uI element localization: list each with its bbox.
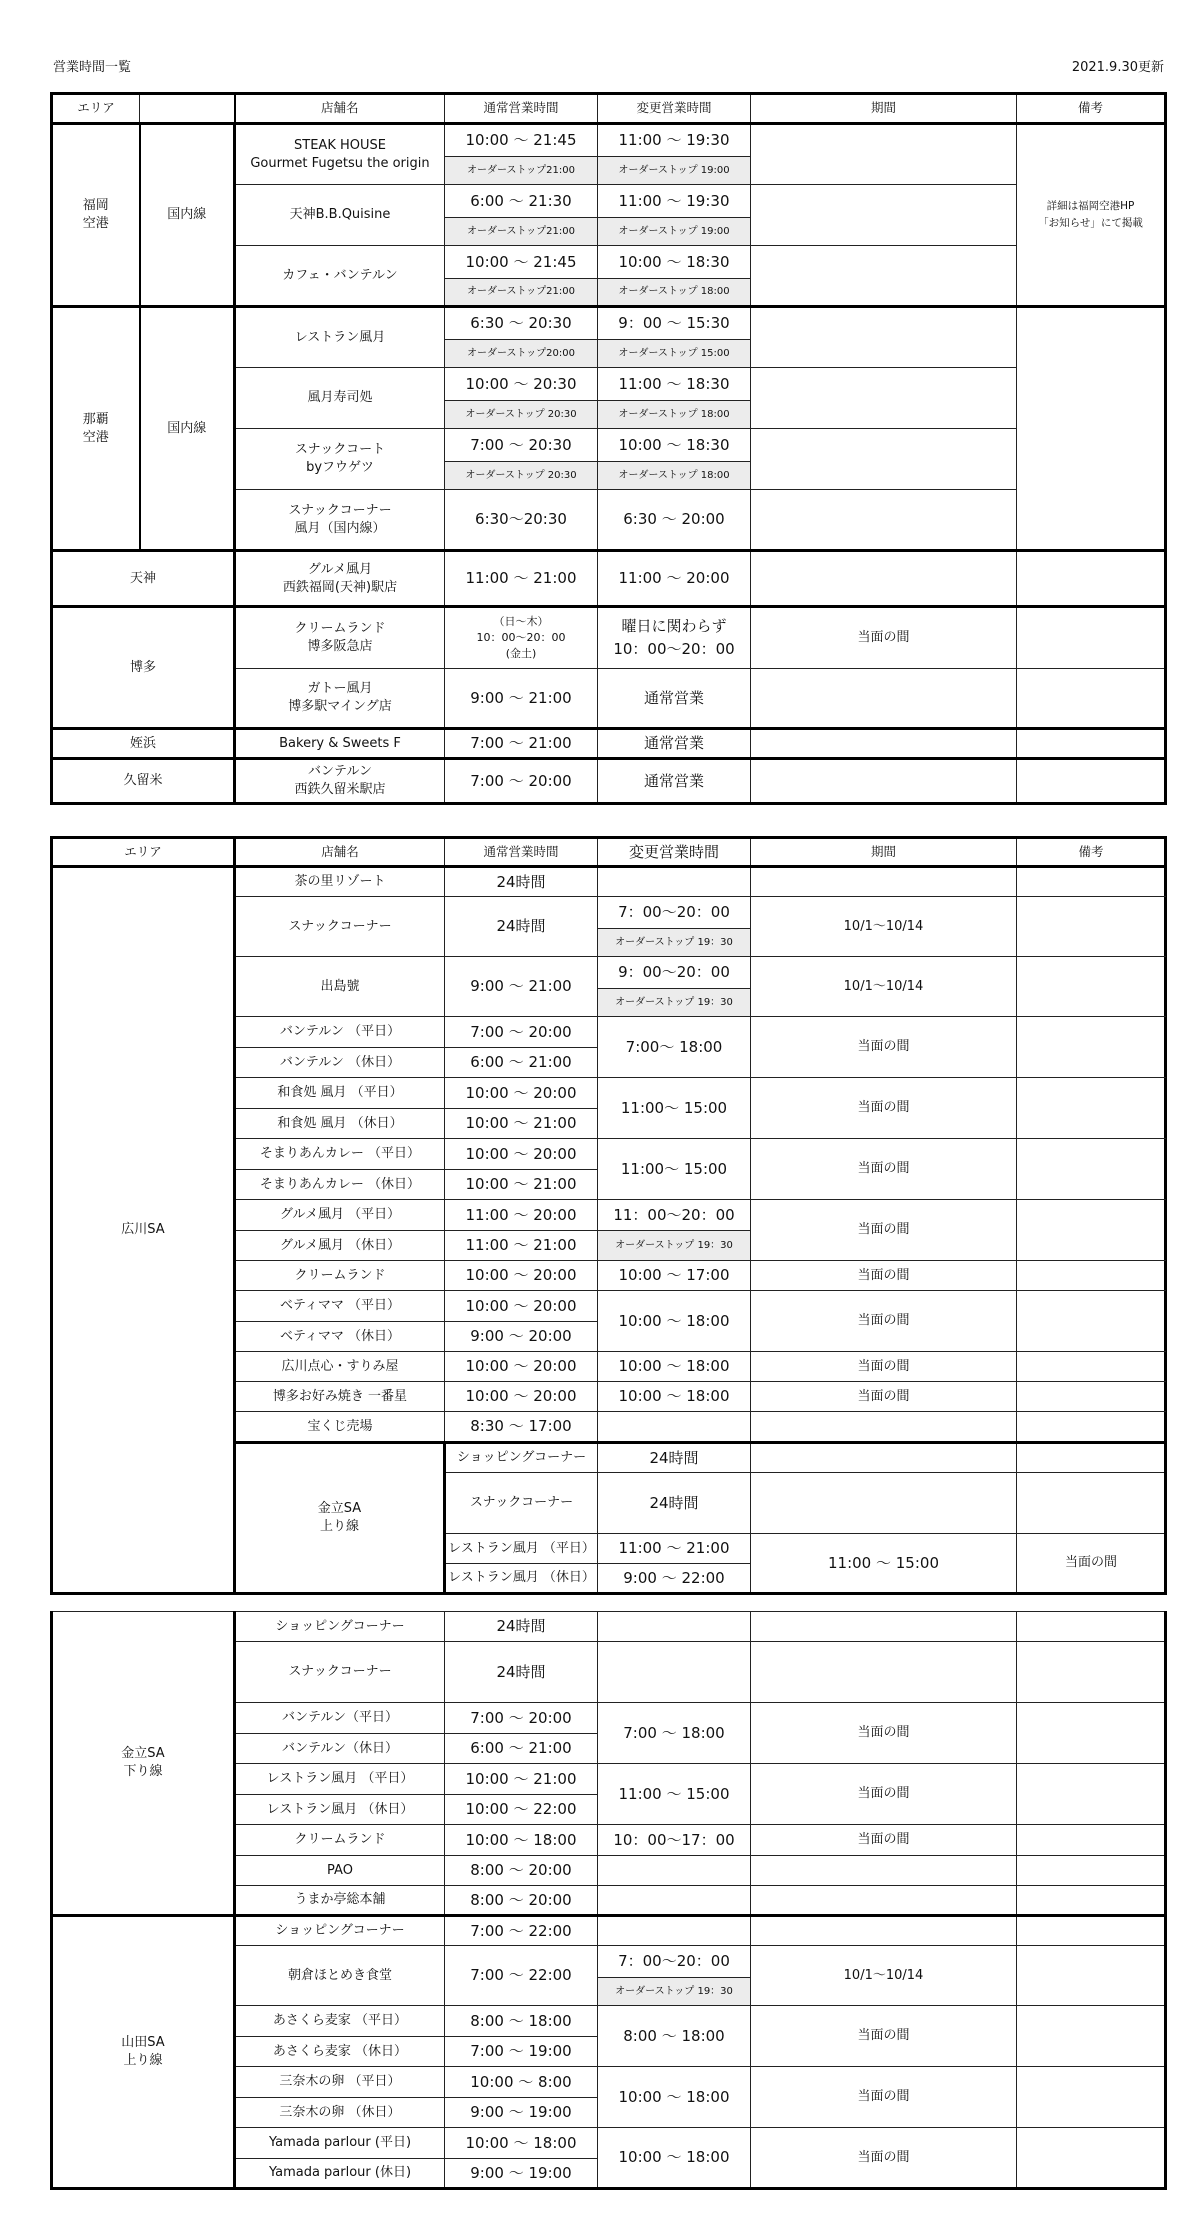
normal-hours: 6:00 〜 21:30 [445,185,598,218]
store-name: Yamada parlour (休日) [235,2159,445,2189]
normal-hours: 10:00 〜 21:00 [445,1170,598,1200]
remarks-cell [1017,551,1166,607]
store-name: グルメ風月 西鉄福岡(天神)駅店 [235,551,445,607]
changed-hours: 6:30 〜 20:00 [598,490,751,551]
remarks-cell [1017,897,1166,957]
area-yamada-up: 山田SA 上り線 [52,1916,235,2189]
store-name: ベティママ （平日） [235,1291,445,1322]
normal-hours: 6:30〜20:30 [445,490,598,551]
order-stop: オーダーストップ 19:00 [598,218,751,246]
store-name: 三奈木の卵 （平日） [235,2067,445,2098]
changed-hours [598,1886,751,1916]
remarks-cell [1017,1642,1166,1703]
normal-hours: （日〜木） 10：00〜20：00 (金土) [445,607,598,669]
order-stop: オーダーストップ 20:30 [445,462,598,490]
changed-hours: 11:00〜 15:00 [598,1139,751,1200]
period-cell: 当面の間 [751,1017,1017,1078]
normal-hours: 10:00 〜 20:00 [445,1078,598,1109]
store-name: レストラン風月 [235,307,445,368]
changed-hours: 7：00〜20：00 [598,1946,751,1978]
remarks-cell [1017,1017,1166,1078]
store-name: レストラン風月 （平日） [445,1534,598,1564]
remarks-cell [1017,1261,1166,1291]
store-name: クリームランド [235,1261,445,1291]
changed-hours: 11:00 〜 20:00 [598,551,751,607]
order-stop: オーダーストップ21:00 [445,157,598,185]
changed-hours: 10:00 〜 18:00 [598,1352,751,1382]
remarks-cell [1017,1291,1166,1352]
changed-hours: 7:00〜 18:00 [598,1017,751,1078]
store-name: スナックコーナー 風月（国内線） [235,490,445,551]
store-name: スナックコート byフウゲツ [235,429,445,490]
normal-hours: 24時間 [598,1443,751,1473]
normal-hours: 10:00 〜 21:00 [445,1764,598,1795]
normal-hours: 9:00 〜 19:00 [445,2098,598,2128]
changed-hours: 通常営業 [598,669,751,729]
normal-hours: 8:00 〜 20:00 [445,1886,598,1916]
col-period: 期間 [751,838,1017,867]
normal-hours: 10:00 〜 21:00 [445,1109,598,1139]
normal-hours: 7:00 〜 20:30 [445,429,598,462]
store-name: ショッピングコーナー [445,1443,598,1473]
area-kurume: 久留米 [52,759,235,804]
normal-hours: 9:00 〜 21:00 [445,957,598,1017]
changed-hours: 11:00〜 15:00 [598,1078,751,1139]
normal-hours: 10:00 〜 21:45 [445,246,598,279]
period-cell [751,307,1017,368]
order-stop: オーダーストップ 19：30 [598,1978,751,2006]
normal-hours: 7:00 〜 22:00 [445,1916,598,1946]
sa-hours-table [50,836,1167,1595]
remarks-cell [1017,1886,1166,1916]
normal-hours: 10:00 〜 21:45 [445,124,598,157]
remarks-fukuoka: 詳細は福岡空港HP 「お知らせ」にて掲載 [1017,124,1166,307]
store-name: スナックコーナー [445,1473,598,1534]
normal-hours: 11:00 〜 20:00 [445,1200,598,1231]
period-cell [751,490,1017,551]
period-cell: 当面の間 [751,1825,1017,1856]
changed-hours [751,1473,1017,1534]
changed-hours: 11:00 〜 18:30 [598,368,751,401]
col-normal-hours: 通常営業時間 [445,838,598,867]
normal-hours: 10:00 〜 8:00 [445,2067,598,2098]
store-name: 和食処 風月 （平日） [235,1078,445,1109]
normal-hours: 24時間 [598,1473,751,1534]
normal-hours: 9:00 〜 19:00 [445,2159,598,2189]
store-name: 天神B.B.Quisine [235,185,445,246]
normal-hours: 9:00 〜 20:00 [445,1322,598,1352]
order-stop: オーダーストップ 19：30 [598,1231,751,1261]
changed-hours: 7:00 〜 18:00 [598,1703,751,1764]
changed-hours [598,867,751,897]
period-cell: 当面の間 [751,2006,1017,2067]
store-name: スナックコーナー [235,897,445,957]
normal-hours: 10:00 〜 22:00 [445,1795,598,1825]
area-kanadachi-down: 金立SA 下り線 [52,1612,235,1916]
normal-hours: 11:00 〜 21:00 [445,551,598,607]
period-cell [751,551,1017,607]
order-stop: オーダーストップ 18:00 [598,401,751,429]
remarks-cell [1017,1825,1166,1856]
period-cell: 当面の間 [751,1291,1017,1352]
normal-hours: 9:00 〜 21:00 [445,669,598,729]
normal-hours: 24時間 [445,1612,598,1642]
store-name: うまか亭総本舗 [235,1886,445,1916]
normal-hours: 24時間 [445,1642,598,1703]
changed-hours [598,1612,751,1642]
store-name: 博多お好み焼き 一番星 [235,1382,445,1412]
remarks-cell [1017,607,1166,669]
col-line [140,94,235,124]
store-name: カフェ・バンテルン [235,246,445,307]
normal-hours: 10:00 〜 20:00 [445,1139,598,1170]
line-naha: 国内線 [140,307,235,551]
store-name: そまりあんカレー （平日） [235,1139,445,1170]
period-cell: 当面の間 [751,1382,1017,1412]
remarks-cell [1017,1412,1166,1443]
store-name: クリームランド 博多阪急店 [235,607,445,669]
period-cell [1017,1443,1166,1473]
store-name: Yamada parlour (平日) [235,2128,445,2159]
period-cell: 当面の間 [751,1261,1017,1291]
changed-hours: 11:00 〜 19:30 [598,124,751,157]
area-hirokawa: 広川SA [52,867,235,1594]
changed-hours: 10:00 〜 18:00 [598,1382,751,1412]
normal-hours: 7:00 〜 21:00 [445,729,598,759]
update-date: 2021.9.30更新 [1071,60,1164,75]
store-name: ベティママ （休日） [235,1322,445,1352]
area-meinohama: 姪浜 [52,729,235,759]
normal-hours: 10:00 〜 20:00 [445,1291,598,1322]
changed-hours: 9：00〜20：00 [598,957,751,989]
order-stop: オーダーストップ 19：30 [598,989,751,1017]
period-cell [751,185,1017,246]
order-stop: オーダーストップ 19：30 [598,929,751,957]
area-tenjin: 天神 [52,551,235,607]
changed-hours: 10：00〜17：00 [598,1825,751,1856]
period-cell [751,759,1017,804]
period-cell [751,368,1017,429]
col-area: エリア [52,94,140,124]
period-cell [751,1886,1017,1916]
store-name: バンテルン（休日） [235,1734,445,1764]
changed-hours: 10:00 〜 18:00 [598,2128,751,2189]
remarks-cell [1017,1764,1166,1825]
store-name: レストラン風月 （平日） [235,1764,445,1795]
remarks-cell [1017,1946,1166,2006]
order-stop: オーダーストップ 15:00 [598,340,751,368]
sa-hours-table-lower [50,1611,1167,2190]
normal-hours: 7:00 〜 20:00 [445,1703,598,1734]
remarks-cell [1017,1382,1166,1412]
order-stop: オーダーストップ 18:00 [598,462,751,490]
store-name: クリームランド [235,1825,445,1856]
period-cell [751,1856,1017,1886]
changed-hours: 8:00 〜 18:00 [598,2006,751,2067]
changed-hours [751,1443,1017,1473]
normal-hours: 11:00 〜 21:00 [445,1231,598,1261]
changed-hours: 11：00〜20：00 [598,1200,751,1231]
normal-hours: 7:00 〜 19:00 [445,2037,598,2067]
area-kanadachi-up: 金立SA 上り線 [235,1443,445,1594]
period-cell: 当面の間 [751,1139,1017,1200]
col-period: 期間 [751,94,1017,124]
normal-hours: 8:00 〜 20:00 [445,1856,598,1886]
period-cell [751,1612,1017,1642]
period-cell [751,246,1017,307]
changed-hours: 10:00 〜 18:00 [598,2067,751,2128]
normal-hours: 6:00 〜 21:00 [445,1048,598,1078]
store-name: 朝倉ほとめき食堂 [235,1946,445,2006]
store-name: レストラン風月 （休日） [235,1795,445,1825]
store-name: 広川点心・すりみ屋 [235,1352,445,1382]
period-cell: 10/1〜10/14 [751,1946,1017,2006]
changed-hours: 11:00 〜 19:30 [598,185,751,218]
col-remarks: 備考 [1017,94,1166,124]
changed-hours: 10:00 〜 18:00 [598,1291,751,1352]
remarks-cell [1017,1352,1166,1382]
remarks-cell [1017,669,1166,729]
remarks-cell [1017,307,1166,551]
store-name: 宝くじ売場 [235,1412,445,1443]
changed-hours [598,1642,751,1703]
period-cell: 当面の間 [751,607,1017,669]
col-remarks: 備考 [1017,838,1166,867]
normal-hours: 10:00 〜 18:00 [445,2128,598,2159]
normal-hours: 8:00 〜 18:00 [445,2006,598,2037]
changed-hours: 11:00 〜 15:00 [598,1764,751,1825]
period-cell: 当面の間 [751,2067,1017,2128]
col-store: 店舗名 [235,94,445,124]
order-stop: オーダーストップ 18:00 [598,279,751,307]
order-stop: オーダーストップ 19:00 [598,157,751,185]
store-name: グルメ風月 （休日） [235,1231,445,1261]
period-cell [751,669,1017,729]
store-name: 風月寿司処 [235,368,445,429]
period-cell: 当面の間 [751,1764,1017,1825]
changed-hours: 11:00 〜 15:00 [751,1534,1017,1594]
period-cell: 当面の間 [751,2128,1017,2189]
store-name: 三奈木の卵 （休日） [235,2098,445,2128]
store-name: バンテルン （平日） [235,1017,445,1048]
store-name: Bakery & Sweets F [235,729,445,759]
col-area: エリア [52,838,235,867]
remarks-cell [1017,2067,1166,2128]
changed-hours: 9：00 〜 15:30 [598,307,751,340]
area-naha: 那覇 空港 [52,307,140,551]
remarks-cell [1017,957,1166,1017]
order-stop: オーダーストップ 20:30 [445,401,598,429]
normal-hours: 6:30 〜 20:30 [445,307,598,340]
store-name: PAO [235,1856,445,1886]
order-stop: オーダーストップ21:00 [445,279,598,307]
normal-hours: 10:00 〜 18:00 [445,1825,598,1856]
remarks-cell [1017,1078,1166,1139]
order-stop: オーダーストップ20:00 [445,340,598,368]
normal-hours: 24時間 [445,867,598,897]
order-stop: オーダーストップ21:00 [445,218,598,246]
store-name: バンテルン （休日） [235,1048,445,1078]
normal-hours: 8:30 〜 17:00 [445,1412,598,1443]
store-name: ショッピングコーナー [235,1612,445,1642]
col-store: 店舗名 [235,838,445,867]
normal-hours: 9:00 〜 22:00 [598,1564,751,1594]
col-changed-hours: 変更営業時間 [598,94,751,124]
remarks-cell [1017,1612,1166,1642]
period-cell [751,429,1017,490]
period-cell: 当面の間 [751,1078,1017,1139]
period-cell [1017,1473,1166,1534]
period-cell: 当面の間 [751,1200,1017,1261]
store-name: 和食処 風月 （休日） [235,1109,445,1139]
normal-hours: 7:00 〜 22:00 [445,1946,598,2006]
normal-hours: 6:00 〜 21:00 [445,1734,598,1764]
remarks-cell [1017,1916,1166,1946]
store-name: そまりあんカレー （休日） [235,1170,445,1200]
remarks-cell [1017,867,1166,897]
period-cell [751,124,1017,185]
page-title: 営業時間一覧 [53,60,132,75]
line-fukuoka: 国内線 [140,124,235,307]
period-cell [751,729,1017,759]
area-hakata: 博多 [52,607,235,729]
period-cell: 当面の間 [751,1703,1017,1764]
store-name: あさくら麦家 （休日） [235,2037,445,2067]
remarks-cell [1017,759,1166,804]
changed-hours [598,1916,751,1946]
normal-hours: 11:00 〜 21:00 [598,1534,751,1564]
normal-hours: 24時間 [445,897,598,957]
remarks-cell [1017,1703,1166,1764]
remarks-cell [1017,1139,1166,1200]
store-name: レストラン風月 （休日） [445,1564,598,1594]
store-name: グルメ風月 （平日） [235,1200,445,1231]
period-cell: 当面の間 [751,1352,1017,1382]
remarks-cell [1017,1856,1166,1886]
period-cell [751,1642,1017,1703]
store-name: スナックコーナー [235,1642,445,1703]
remarks-cell [1017,2128,1166,2189]
remarks-cell [1017,729,1166,759]
normal-hours: 10:00 〜 20:30 [445,368,598,401]
store-name: 出島號 [235,957,445,1017]
period-cell [751,867,1017,897]
area-fukuoka: 福岡 空港 [52,124,140,307]
period-cell [751,1916,1017,1946]
store-name: ショッピングコーナー [235,1916,445,1946]
period-cell: 10/1〜10/14 [751,897,1017,957]
period-cell: 10/1〜10/14 [751,957,1017,1017]
changed-hours: 曜日に関わらず 10：00〜20：00 [598,607,751,669]
remarks-cell [1017,1200,1166,1261]
period-cell: 当面の間 [1017,1534,1166,1594]
changed-hours: 10:00 〜 18:30 [598,246,751,279]
changed-hours: 10:00 〜 18:30 [598,429,751,462]
col-changed-hours: 変更営業時間 [598,838,751,867]
changed-hours: 7：00〜20：00 [598,897,751,929]
normal-hours: 10:00 〜 20:00 [445,1382,598,1412]
changed-hours [598,1856,751,1886]
col-normal-hours: 通常営業時間 [445,94,598,124]
store-name: バンテルン（平日） [235,1703,445,1734]
airport-hours-table [50,92,1167,805]
store-name: 茶の里リゾート [235,867,445,897]
normal-hours: 7:00 〜 20:00 [445,1017,598,1048]
store-name: バンテルン 西鉄久留米駅店 [235,759,445,804]
normal-hours: 10:00 〜 20:00 [445,1352,598,1382]
changed-hours [598,1412,751,1443]
changed-hours: 通常営業 [598,759,751,804]
store-name: あさくら麦家 （平日） [235,2006,445,2037]
normal-hours: 10:00 〜 20:00 [445,1261,598,1291]
changed-hours: 通常営業 [598,729,751,759]
remarks-cell [1017,2006,1166,2067]
store-name: ガトー風月 博多駅マイング店 [235,669,445,729]
period-cell [751,1412,1017,1443]
store-name: STEAK HOUSE Gourmet Fugetsu the origin [235,124,445,185]
normal-hours: 7:00 〜 20:00 [445,759,598,804]
changed-hours: 10:00 〜 17:00 [598,1261,751,1291]
